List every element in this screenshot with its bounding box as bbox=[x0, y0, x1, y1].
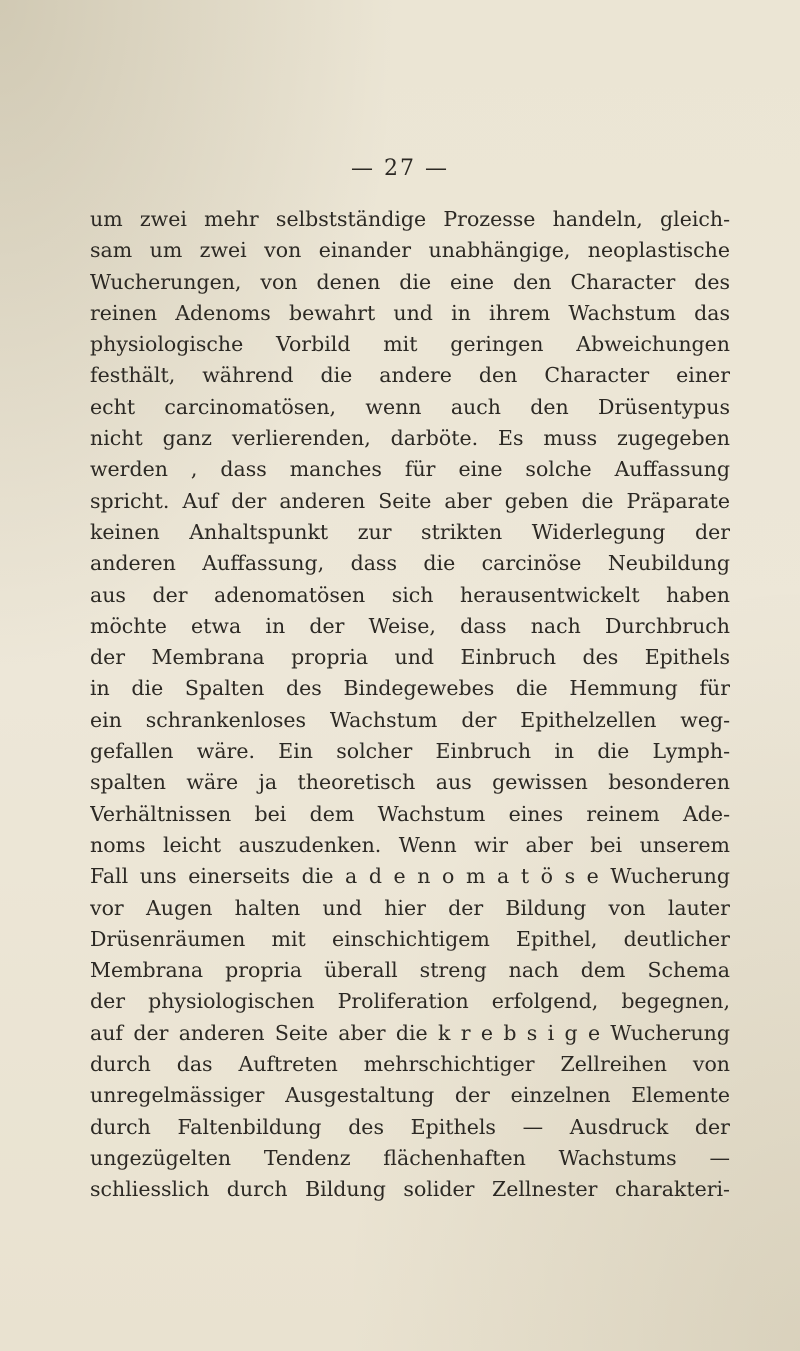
text-line: noms leicht auszudenken. Wenn wir aber bei unserem bbox=[90, 832, 730, 857]
text-line: echt carcinomatösen, wenn auch den Drüsentypus bbox=[90, 394, 730, 419]
page-number: — 27 — bbox=[351, 156, 449, 181]
body-text bbox=[90, 204, 730, 1206]
text-line: gefallen wäre. Ein solcher Einbruch in die Lymph- bbox=[90, 739, 730, 764]
text-line: Fall uns einerseits die a d e n o m a t ö s e Wucherung bbox=[90, 864, 730, 889]
text-line: Drüsenräumen mit einschichtigem Epithel, deutlicher bbox=[90, 926, 730, 951]
text-line: durch Faltenbildung des Epithels — Ausdruck der bbox=[90, 1114, 730, 1139]
text-line: festhält, während die andere den Character einer bbox=[90, 363, 730, 388]
text-line: anderen Auffassung, dass die carcinöse Neubildung bbox=[90, 551, 730, 576]
text-line: werden , dass manches für eine solche Auffassung bbox=[90, 457, 730, 482]
text-line: der physiologischen Proliferation erfolgend, begegnen, bbox=[90, 989, 730, 1014]
text-line: möchte etwa in der Weise, dass nach Durchbruch bbox=[90, 613, 730, 638]
text-line: ein schrankenloses Wachstum der Epithelzellen weg- bbox=[90, 707, 730, 732]
text-line: durch das Auftreten mehrschichtiger Zellreihen von bbox=[90, 1052, 730, 1077]
text-line: aus der adenomatösen sich herausentwickelt haben bbox=[90, 582, 730, 607]
text-line: unregelmässiger Ausgestaltung der einzelnen Elemente bbox=[90, 1083, 730, 1108]
text-line: auf der anderen Seite aber die k r e b s i g e Wucherung bbox=[90, 1020, 730, 1045]
text-line: Verhältnissen bei dem Wachstum eines reinem Ade- bbox=[90, 801, 730, 826]
text-line: Membrana propria überall streng nach dem Schema bbox=[90, 958, 730, 983]
text-line: ungezügelten Tendenz flächenhaften Wachstums — bbox=[90, 1145, 730, 1170]
text-line: spricht. Auf der anderen Seite aber geben die Präparate bbox=[90, 488, 730, 513]
text-line: spalten wäre ja theoretisch aus gewissen besonderen bbox=[90, 770, 730, 795]
text-line: Wucherungen, von denen die eine den Character des bbox=[90, 269, 730, 294]
text-line: um zwei mehr selbstständige Prozesse handeln, gleich- bbox=[90, 207, 730, 231]
text-line: der Membrana propria und Einbruch des Epithels bbox=[90, 645, 730, 670]
text-line: physiologische Vorbild mit geringen Abweichungen bbox=[90, 332, 730, 357]
text-line: vor Augen halten und hier der Bildung von lauter bbox=[90, 895, 730, 920]
text-line: keinen Anhaltspunkt zur strikten Widerlegung der bbox=[90, 519, 730, 544]
text-line: sam um zwei von einander unabhängige, neoplastische bbox=[90, 238, 730, 263]
text-line: reinen Adenoms bewahrt und in ihrem Wachstum das bbox=[90, 300, 730, 325]
text-line: in die Spalten des Bindegewebes die Hemmung für bbox=[90, 676, 730, 701]
text-line: schliesslich durch Bildung solider Zellnester charakteri- bbox=[90, 1177, 730, 1202]
text-line: nicht ganz verlierenden, darböte. Es muss zugegeben bbox=[90, 426, 730, 451]
